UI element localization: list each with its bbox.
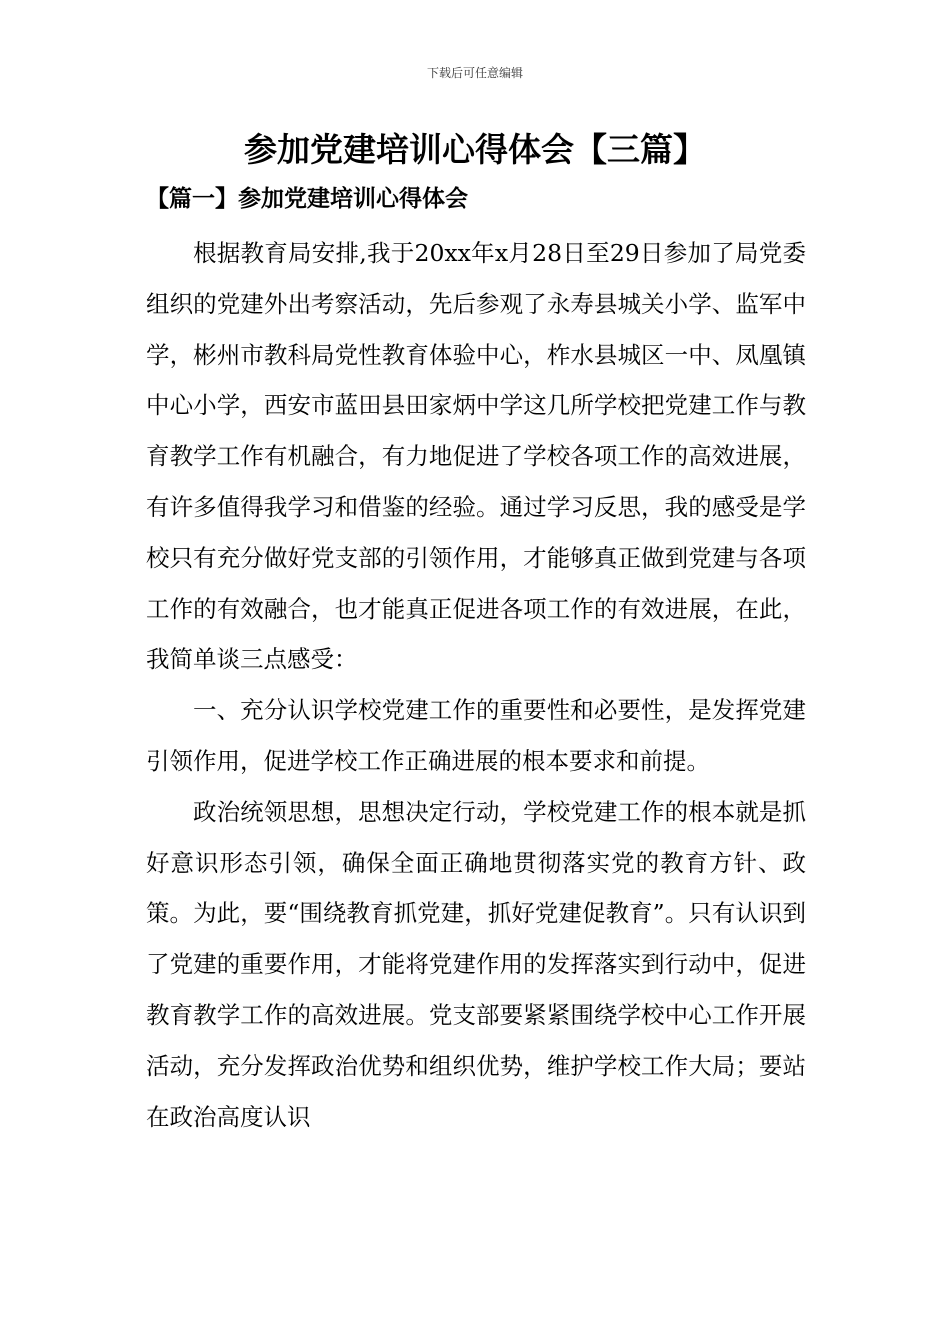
paragraph: 政治统领思想，思想决定行动，学校党建工作的根本就是抓好意识形态引领，确保全面正确地贯彻落实党的教育方针、政策。为此，要“围绕教育抓党建，抓好党建促教育”。只有认识到了党建的重要作用，才能将党建作用的发挥落实到行动中，促进教育教学工作的高效进展。党支部要紧紧围绕学校中心工作开展活动，充分发挥政治优势和组织优势，维护学校工作大局；要站在政治高度认识 [146,797,806,1131]
header-note: 下载后可任意编辑 [426,66,523,80]
section-heading: 【篇一】参加党建培训心得体会 [146,185,468,212]
paragraph: 一、充分认识学校党建工作的重要性和必要性，是发挥党建引领作用，促进学校工作正确进展的根本要求和前提。 [146,696,806,775]
paragraph: 根据教育局安排,我于20xx年x月28日至29日参加了局党委组织的党建外出考察活动，先后参观了永寿县城关小学、监军中学，彬州市教科局党性教育体验中心，柞水县城区一中、凤凰镇中心小学，西安市蓝田县田家炳中学这几所学校把党建工作与教育教学工作有机融合，有力地促进了学校各项工作的高效进展，有许多值得我学习和借鉴的经验。通过学习反思，我的感受是学校只有充分做好党支部的引领作用，才能够真正做到党建与各项工作的有效融合，也才能真正促进各项工作的有效进展，在此，我简单谈三点感受： [146,239,806,674]
document-title: 参加党建培训心得体会【三篇】 [244,130,706,169]
document-body [146,228,806,1142]
